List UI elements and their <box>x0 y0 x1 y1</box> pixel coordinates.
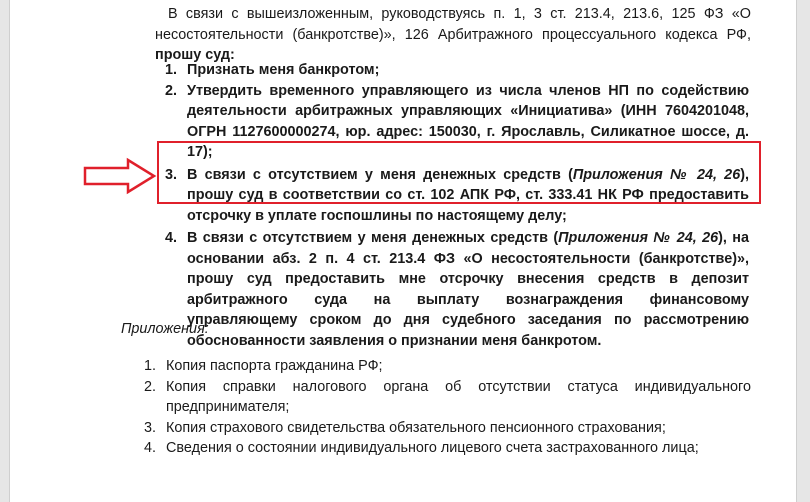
annex-item-3 <box>144 418 751 439</box>
claim-text-pre: В связи с отсутствием у меня денежных средств ( <box>187 230 559 246</box>
annex-text: Копия страхового свидетельства обязательного пенсионного страхования; <box>166 419 666 436</box>
claim-annex-ref: Приложения № 24, 26 <box>572 166 741 183</box>
annex-text: Копия паспорта гражданина РФ; <box>166 358 383 374</box>
annex-text: Копия справки налогового органа об отсутствии статуса индивидуального предпринимателя; <box>166 378 751 415</box>
claim-text-post: ), на основании абз. 2 п. 4 ст. 213.4 ФЗ «О несостоятельности (банкротстве)», прошу суд предоставить мне отсрочку внесения средств в депозит арбитражного суда на выплату вознаграждения финансовому управляющему сроком до дня судебного заседания по рассмотрению обоснованности заявления о признании меня банкротом. <box>187 230 750 349</box>
claim-text-post: ), прошу суд в соответствии со ст. 102 АПК РФ, ст. 333.41 НК РФ предоставить отсрочку в уплате госпошлины по настоящему делу; <box>187 166 749 224</box>
claim-text: Признать меня банкротом; <box>187 62 380 78</box>
claim-number: 4. <box>165 230 178 246</box>
annex-title: Приложения: <box>121 321 209 337</box>
left-margin-gutter <box>0 0 10 502</box>
intro-paragraph <box>155 4 751 66</box>
annex-number: 3. <box>144 419 157 436</box>
claim-number: 2. <box>165 82 178 99</box>
annex-item-4 <box>144 438 751 459</box>
intro-request: прошу суд: <box>155 47 235 63</box>
claims-list <box>165 60 749 351</box>
claim-annex-ref: Приложения № 24, 26 <box>558 230 719 246</box>
annex-list <box>144 356 751 459</box>
right-margin-gutter <box>796 0 810 502</box>
annex-item-1 <box>144 356 751 377</box>
highlight-box <box>157 141 761 204</box>
claim-number: 1. <box>165 62 178 78</box>
claim-item-1 <box>165 60 749 81</box>
claim-text: Утвердить временного управляющего из числа членов НП по содействию деятельности арбитражных управляющих «Инициатива» (ИНН 7604201048, ОГРН 1127600000274, юр. адрес: 150030, г. Ярославль, Силикатное шоссе, д. 17); <box>187 82 749 160</box>
annex-text: Сведения о состоянии индивидуального лицевого счета застрахованного лица; <box>166 440 699 456</box>
annex-number: 1. <box>144 358 157 374</box>
intro-text: В связи с вышеизложенным, руководствуясь п. 1, 3 ст. 213.4, 213.6, 125 ФЗ «О несостоятельности (банкротстве)», 126 Арбитражного процессуального кодекса РФ, <box>155 6 751 43</box>
annex-number: 4. <box>144 440 157 456</box>
arrow-right-icon <box>82 157 158 195</box>
claim-item-4 <box>165 228 749 351</box>
annex-number: 2. <box>144 378 157 395</box>
annex-item-2 <box>144 377 751 418</box>
claim-number: 3. <box>165 166 178 183</box>
claim-text-pre: В связи с отсутствием у меня денежных средств ( <box>187 166 573 183</box>
